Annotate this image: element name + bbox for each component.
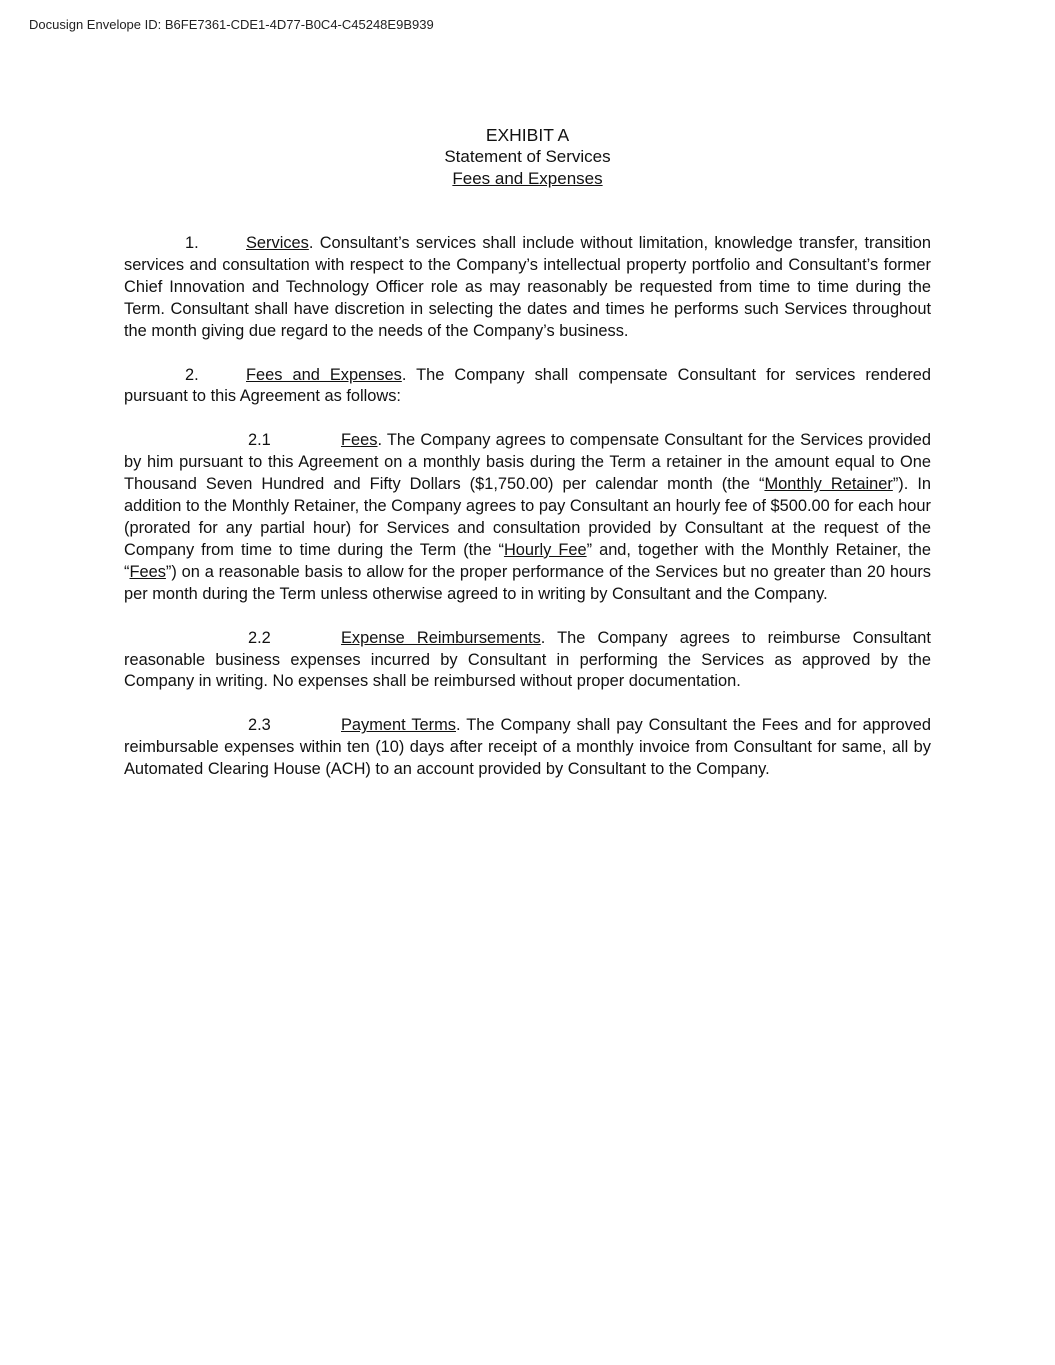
section-2-1	[124, 430, 931, 605]
section-text: . The Company agrees to compensate Consultant for the Services provided by him pursuant to this Agreement on a monthly basis during the Term a retainer in the amount equal to One Thousand Seven Hundred and Fifty Dollars ($1,750.00) per calendar month (the “	[124, 431, 931, 494]
document-body	[124, 233, 931, 803]
envelope-id: Docusign Envelope ID: B6FE7361-CDE1-4D77-B0C4-C45248E9B939	[29, 17, 434, 32]
section-heading: Payment Terms	[341, 716, 456, 735]
section-text: ”) on a reasonable basis to allow for the proper performance of the Services but no greater than 20 hours per month during the Term unless otherwise agreed to in writing by Consultant and the Company.	[124, 562, 931, 603]
section-2	[124, 365, 931, 409]
exhibit-subtitle: Statement of Services	[444, 147, 611, 166]
exhibit-header	[0, 124, 1055, 190]
section-heading: Fees	[341, 431, 378, 450]
section-1	[124, 233, 931, 343]
section-number: 2.	[185, 365, 199, 384]
section-number: 2.3	[248, 716, 271, 735]
section-number: 2.2	[248, 628, 271, 647]
section-text: ”). In addition to the Monthly Retainer, the Company agrees to pay Consultant an hourly fee of $500.00 for each hour (prorated for any partial hour) for Services and consultation provided by Consultant at the request of the Company from time to time during the Term (the “	[124, 475, 931, 559]
section-text: . Consultant’s services shall include without limitation, knowledge transfer, transition services and consultation with respect to the Company’s intellectual property portfolio and Consultant’s former Chief Innovation and Technology Officer role as may reasonably be requested from time to time during the Term. Consultant shall have discretion in selecting the dates and times he performs such Services throughout the month giving due regard to the needs of the Company’s business.	[124, 234, 931, 340]
defined-term-fees: Fees	[129, 562, 166, 581]
section-number: 2.1	[248, 431, 271, 450]
section-number: 1.	[185, 234, 199, 252]
exhibit-title: EXHIBIT A	[485, 125, 570, 145]
section-text: . The Company agrees to reimburse Consultant reasonable business expenses incurred by Consultant in performing the Services as approved by the Company in writing. No expenses shall be reimbursed without proper documentation.	[124, 628, 931, 691]
section-text: . The Company shall compensate Consultant for services rendered pursuant to this Agreement as follows:	[124, 365, 931, 406]
section-heading: Services	[246, 234, 309, 252]
section-heading: Fees and Expenses	[246, 365, 402, 384]
section-text: . The Company shall pay Consultant the Fees and for approved reimbursable expenses within ten (10) days after receipt of a monthly invoice from Consultant for same, all by Automated Clearing House (ACH) to an account provided by Consultant to the Company.	[124, 716, 931, 779]
section-2-2	[124, 628, 931, 694]
section-2-3	[124, 715, 931, 781]
section-heading: Expense Reimbursements	[341, 628, 541, 647]
exhibit-subtitle-2: Fees and Expenses	[452, 169, 603, 188]
defined-term-hourly-fee: Hourly Fee	[503, 540, 587, 559]
defined-term-monthly-retainer: Monthly Retainer	[764, 475, 893, 494]
section-text: ” and, together with the Monthly Retainer, the “	[124, 540, 931, 581]
